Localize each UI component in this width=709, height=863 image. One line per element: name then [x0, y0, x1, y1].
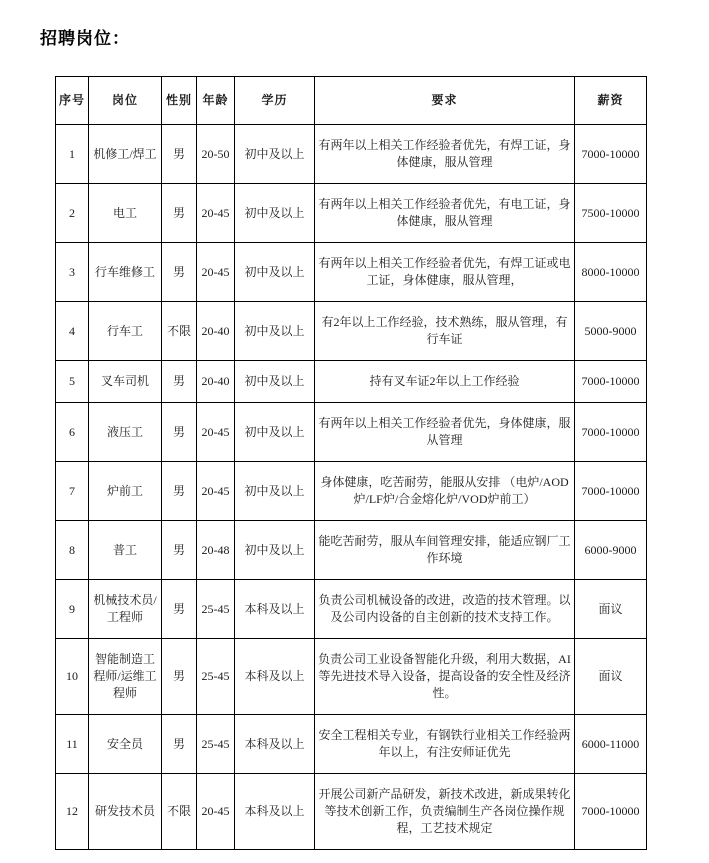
- cell-gender: 男: [162, 403, 197, 462]
- cell-gender: 男: [162, 243, 197, 302]
- cell-education: 本科及以上: [235, 580, 315, 639]
- cell-position: 液压工: [89, 403, 162, 462]
- cell-age: 20-45: [197, 243, 235, 302]
- cell-position: 安全员: [89, 715, 162, 774]
- cell-requirements: 有两年以上相关工作经验者优先，有电工证，身体健康，服从管理: [315, 184, 575, 243]
- cell-age: 20-45: [197, 184, 235, 243]
- cell-position: 机修工/焊工: [89, 125, 162, 184]
- cell-salary: 7000-10000: [575, 125, 647, 184]
- cell-requirements: 有两年以上相关工作经验者优先，身体健康，服从管理: [315, 403, 575, 462]
- cell-requirements: 开展公司新产品研发，新技术改进，新成果转化等技术创新工作，负责编制生产各岗位操作规程，工艺技术规定: [315, 774, 575, 850]
- header-education: 学历: [235, 77, 315, 125]
- cell-education: 初中及以上: [235, 462, 315, 521]
- cell-position: 炉前工: [89, 462, 162, 521]
- cell-salary: 7500-10000: [575, 184, 647, 243]
- cell-position: 智能制造工程师/运维工程师: [89, 639, 162, 715]
- cell-age: 20-45: [197, 774, 235, 850]
- header-serial: 序号: [56, 77, 89, 125]
- cell-serial: 1: [56, 125, 89, 184]
- table-row: [56, 521, 647, 580]
- table-row: [56, 774, 647, 850]
- table-row: [56, 302, 647, 361]
- cell-position: 研发技术员: [89, 774, 162, 850]
- cell-age: 20-50: [197, 125, 235, 184]
- cell-requirements: 持有叉车证2年以上工作经验: [315, 361, 575, 403]
- cell-salary: 6000-11000: [575, 715, 647, 774]
- cell-requirements: 有2年以上工作经验，技术熟练，服从管理，有行车证: [315, 302, 575, 361]
- cell-age: 20-40: [197, 302, 235, 361]
- table-row: [56, 580, 647, 639]
- cell-serial: 10: [56, 639, 89, 715]
- cell-age: 20-40: [197, 361, 235, 403]
- cell-serial: 11: [56, 715, 89, 774]
- cell-requirements: 能吃苦耐劳，服从车间管理安排，能适应钢厂工作环境: [315, 521, 575, 580]
- header-requirements: 要求: [315, 77, 575, 125]
- cell-salary: 6000-9000: [575, 521, 647, 580]
- cell-education: 初中及以上: [235, 521, 315, 580]
- cell-gender: 男: [162, 462, 197, 521]
- cell-position: 机械技术员/工程师: [89, 580, 162, 639]
- cell-gender: 不限: [162, 774, 197, 850]
- cell-education: 本科及以上: [235, 715, 315, 774]
- cell-education: 初中及以上: [235, 403, 315, 462]
- table-row: [56, 243, 647, 302]
- cell-serial: 9: [56, 580, 89, 639]
- cell-age: 25-45: [197, 639, 235, 715]
- cell-salary: 面议: [575, 639, 647, 715]
- cell-education: 初中及以上: [235, 361, 315, 403]
- cell-serial: 3: [56, 243, 89, 302]
- cell-position: 行车工: [89, 302, 162, 361]
- cell-education: 初中及以上: [235, 243, 315, 302]
- table-row: [56, 715, 647, 774]
- cell-requirements: 有两年以上相关工作经验者优先，有焊工证或电工证，身体健康，服从管理，: [315, 243, 575, 302]
- cell-age: 25-45: [197, 715, 235, 774]
- cell-serial: 5: [56, 361, 89, 403]
- cell-gender: 男: [162, 639, 197, 715]
- cell-age: 20-45: [197, 403, 235, 462]
- cell-salary: 7000-10000: [575, 462, 647, 521]
- recruitment-table: [55, 76, 647, 850]
- cell-serial: 12: [56, 774, 89, 850]
- cell-position: 普工: [89, 521, 162, 580]
- cell-gender: 男: [162, 521, 197, 580]
- header-position: 岗位: [89, 77, 162, 125]
- table-row: [56, 184, 647, 243]
- cell-salary: 7000-10000: [575, 361, 647, 403]
- cell-gender: 男: [162, 715, 197, 774]
- cell-education: 本科及以上: [235, 774, 315, 850]
- cell-education: 初中及以上: [235, 125, 315, 184]
- cell-requirements: 身体健康，吃苦耐劳，能服从安排 （电炉/AOD炉/LF炉/合金熔化炉/VOD炉前工）: [315, 462, 575, 521]
- table-row: [56, 639, 647, 715]
- table-header-row: [56, 77, 647, 125]
- cell-age: 20-48: [197, 521, 235, 580]
- cell-requirements: 安全工程相关专业，有钢铁行业相关工作经验两年以上，有注安师证优先: [315, 715, 575, 774]
- page-title: 招聘岗位：: [40, 29, 130, 48]
- table-row: [56, 361, 647, 403]
- cell-age: 25-45: [197, 580, 235, 639]
- cell-salary: 7000-10000: [575, 403, 647, 462]
- cell-salary: 7000-10000: [575, 774, 647, 850]
- header-gender: 性别: [162, 77, 197, 125]
- cell-salary: 5000-9000: [575, 302, 647, 361]
- table-row: [56, 125, 647, 184]
- cell-position: 行车维修工: [89, 243, 162, 302]
- cell-requirements: 负责公司机械设备的改进，改造的技术管理。以及公司内设备的自主创新的技术支持工作。: [315, 580, 575, 639]
- cell-gender: 男: [162, 184, 197, 243]
- header-age: 年龄: [197, 77, 235, 125]
- cell-education: 初中及以上: [235, 184, 315, 243]
- table-row: [56, 462, 647, 521]
- cell-requirements: 负责公司工业设备智能化升级，利用大数据，AI等先进技术导入设备，提高设备的安全性及经济性。: [315, 639, 575, 715]
- cell-serial: 2: [56, 184, 89, 243]
- cell-gender: 不限: [162, 302, 197, 361]
- cell-salary: 8000-10000: [575, 243, 647, 302]
- cell-serial: 7: [56, 462, 89, 521]
- cell-serial: 4: [56, 302, 89, 361]
- cell-salary: 面议: [575, 580, 647, 639]
- cell-requirements: 有两年以上相关工作经验者优先，有焊工证，身体健康，服从管理: [315, 125, 575, 184]
- cell-position: 叉车司机: [89, 361, 162, 403]
- cell-education: 本科及以上: [235, 639, 315, 715]
- cell-serial: 6: [56, 403, 89, 462]
- cell-education: 初中及以上: [235, 302, 315, 361]
- cell-gender: 男: [162, 361, 197, 403]
- table-row: [56, 403, 647, 462]
- cell-age: 20-45: [197, 462, 235, 521]
- cell-gender: 男: [162, 125, 197, 184]
- cell-serial: 8: [56, 521, 89, 580]
- header-salary: 薪资: [575, 77, 647, 125]
- cell-gender: 男: [162, 580, 197, 639]
- cell-position: 电工: [89, 184, 162, 243]
